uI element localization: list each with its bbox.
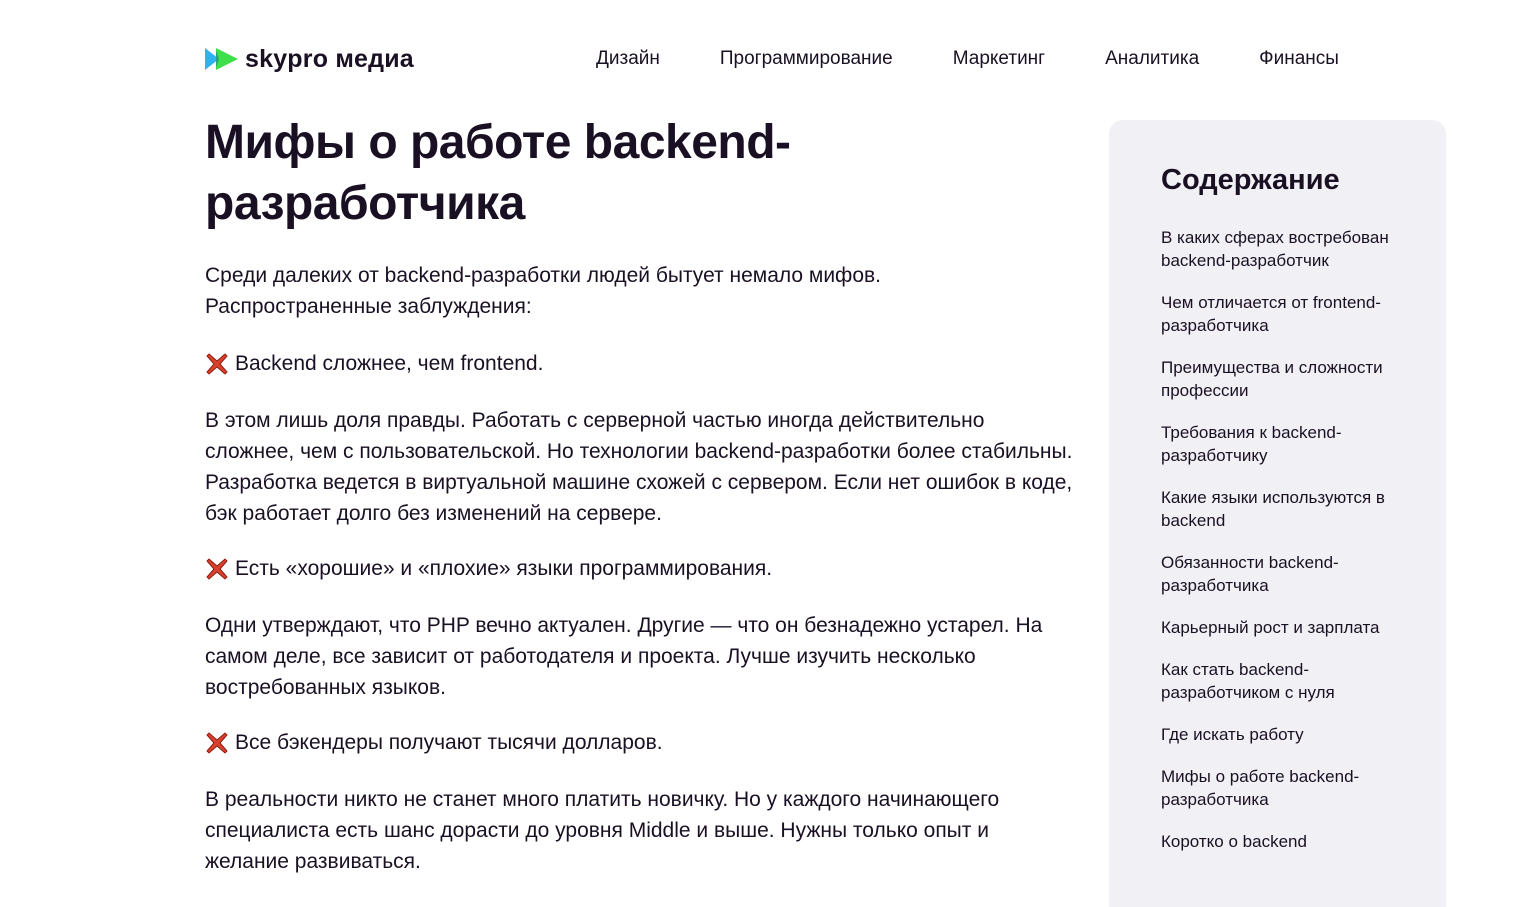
myth-statement-text: Backend сложнее, чем frontend. — [235, 352, 544, 375]
nav-item-marketing[interactable]: Маркетинг — [952, 48, 1046, 69]
toc-item[interactable]: Коротко о backend — [1161, 832, 1307, 851]
myth-statement-text: Все бэкендеры получают тысячи долларов. — [235, 731, 663, 754]
nav-item-programming[interactable]: Программирование — [719, 48, 893, 69]
cross-mark-icon — [205, 352, 229, 376]
cross-mark-icon — [205, 731, 229, 755]
site-header — [205, 40, 1385, 78]
article — [205, 112, 1075, 877]
main-nav — [596, 40, 1339, 78]
table-of-contents — [1109, 120, 1446, 907]
myth-statement — [205, 727, 1075, 758]
nav-item-design[interactable]: Дизайн — [596, 48, 660, 69]
toc-item[interactable]: Карьерный рост и зарплата — [1161, 618, 1380, 637]
nav-item-finance[interactable]: Финансы — [1259, 48, 1339, 69]
myth-explanation: В этом лишь доля правды. Работать с серверной частью иногда действительно сложнее, чем с пользовательской. Но технологии backend-разработки более стабильны. Разработка ведется в виртуальной машине схожей с сервером. Если нет ошибок в коде, бэк работает долго без изменений на сервере. — [205, 409, 1073, 525]
article-intro: Среди далеких от backend-разработки людей бытует немало мифов. Распространенные заблуждения: — [205, 264, 882, 318]
toc-item[interactable]: Обязанности backend-разработчика — [1161, 553, 1339, 595]
cross-mark-icon — [205, 557, 229, 581]
site-logo[interactable] — [205, 45, 414, 74]
toc-item[interactable]: Где искать работу — [1161, 725, 1304, 744]
toc-item[interactable]: Какие языки используются в backend — [1161, 488, 1385, 530]
logo-play-icon — [205, 47, 239, 71]
myth-explanation: В реальности никто не станет много платить новичку. Но у каждого начинающего специалиста есть шанс дорасти до уровня Middle и выше. Нужны только опыт и желание развиваться. — [205, 788, 1000, 873]
myth-statement — [205, 348, 1075, 379]
myth-explanation: Одни утверждают, что PHP вечно актуален. Другие — что он безнадежно устарел. На самом деле, все зависит от работодателя и проекта. Лучше изучить несколько востребованных языков. — [205, 614, 1043, 699]
toc-item[interactable]: Требования к backend-разработчику — [1161, 423, 1342, 465]
toc-item[interactable]: Преимущества и сложности профессии — [1161, 358, 1383, 400]
toc-list — [1161, 226, 1411, 872]
toc-item[interactable]: Как стать backend-разработчиком с нуля — [1161, 660, 1335, 702]
nav-item-analytics[interactable]: Аналитика — [1105, 48, 1200, 69]
toc-item[interactable]: Чем отличается от frontend-разработчика — [1161, 293, 1381, 335]
page-title: Мифы о работе backend-разработчика — [205, 116, 791, 230]
toc-item[interactable]: Мифы о работе backend-разработчика — [1161, 767, 1360, 809]
logo-text: skypro медиа — [245, 44, 414, 73]
myth-statement-text: Есть «хорошие» и «плохие» языки программирования. — [235, 557, 773, 580]
myth-statement — [205, 553, 1075, 584]
toc-item[interactable]: В каких сферах востребован backend-разработчик — [1161, 228, 1389, 270]
toc-title: Содержание — [1161, 164, 1340, 196]
